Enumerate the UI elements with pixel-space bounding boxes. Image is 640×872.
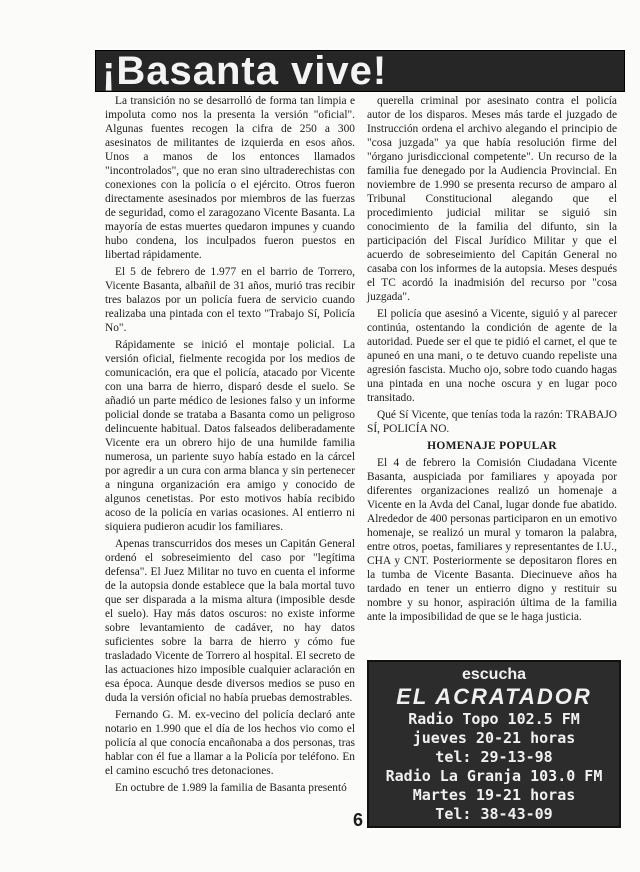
- magazine-page: [95, 50, 625, 850]
- article-paragraph: querella criminal por asesinato contra el policía autor de los disparos. Meses más tarde el juzgado de Instrucción ordena el archivo alegando el principio de "cosa juzgada" ya que había resolución firme del "órgano jurisdiccional competente". Un recurso de la familia fue denegado por la Audiencia Provincial. En noviembre de 1.990 se presenta recurso de amparo al Tribunal Constitucional alegando que el procedimiento judicial militar se siguió sin conocimiento de la familia del difunto, sin la participación del Fiscal Jurídico Militar y que el acuerdo de sobreseimiento del Capitán General no casaba con los informes de la autopsia. Meses después el TC acordó la inadmisión del recurso por "cosa juzgada".: [367, 95, 617, 303]
- article-paragraph: En octubre de 1.989 la familia de Basanta presentó: [115, 782, 347, 794]
- article-paragraph: Qué Sí Vicente, que tenías toda la razón: TRABAJO SÍ, POLICÍA NO.: [367, 409, 617, 435]
- ad-schedule: jueves 20-21 horas: [412, 729, 576, 747]
- article-paragraph: Rápidamente se inició el montaje policial. La versión oficial, fielmente recogida por los medios de comunicación, era que el policía, atacado por Vicente con una barra de hierro, disparó desde el suelo. Se añadió un parte médico de lesiones falso y un informe policial donde se trataba a Basanta como un peligroso delincuente habitual. Datos falseados deliberadamente Vicente era un obrero hijo de una humilde familia numerosa, un pariente suyo había estado en la cárcel por agredir a un cura con arma blanca y sin pertenecer a ninguna organización era amigo y conocido de algunos cenetistas. Por esto motivos había recibido acoso de la policía en varias ocasiones. Al entierro ni siquiera pudieron acudir los familiares.: [105, 339, 355, 533]
- ad-phone: Tel: 38-43-09: [435, 805, 553, 823]
- article-paragraph: La transición no se desarrolló de forma tan limpia e impoluta como nos la presenta la versión "oficial". Algunas fuentes recogen la cifra de 250 a 300 asesinatos de militantes de izquierda en esos años. Unos a manos de los entonces llamados "incontrolados", que no eran sino ultraderechistas con conexiones con la policía o el ejército. Otros fueron directamente asesinados por miembros de las fuerzas de seguridad, como el zaragozano Vicente Basanta. La mayoría de estas muertes quedaron impunes y cuando hubo condena, los inculpados fueron puestos en libertad rápidamente.: [105, 95, 355, 261]
- article-paragraph: El 5 de febrero de 1.977 en el barrio de Torrero, Vicente Basanta, albañil de 31 años, murió tras recibir tres balazos por un policía fuera de servicio cuando realizaba una pintada con el texto "Trabajo Sí, Policía No".: [105, 266, 355, 334]
- left-column: [105, 94, 355, 798]
- right-column: [367, 94, 617, 627]
- ad-brand-logo: EL ACRATADOR: [396, 684, 592, 709]
- article-paragraph: Fernando G. M. ex-vecino del policía declaró ante notario en 1.990 que el día de los hechos vio como el policía al que conocía encañonaba a dos personas, tras hablar con él fue a llamar a la Policía por teléfono. En el camino escuchó tres detonaciones.: [105, 709, 355, 777]
- ad-escucha-label: escucha: [461, 666, 527, 683]
- ad-station: Radio Topo 102.5 FM: [408, 710, 580, 728]
- section-heading: HOMENAJE POPULAR: [427, 440, 557, 452]
- article-paragraph: El policía que asesinó a Vicente, siguió y al parecer continúa, ostentando la condición de agente de la autoridad. Puede ser el que te pidió el carnet, el que te apuneó en una mani, o te detuvo cuando repeliste una agresión fascista. Mucho ojo, sobre todo cuando hagas una pintada en una noche oscura y en lugar poco transitado.: [367, 308, 617, 404]
- article-title: ¡Basanta vive!: [102, 49, 388, 93]
- ad-station: Radio La Granja 103.0 FM: [385, 767, 603, 785]
- ad-phone: tel: 29-13-98: [435, 748, 553, 766]
- radio-advertisement: [367, 660, 621, 828]
- ad-schedule: Martes 19-21 horas: [412, 786, 576, 804]
- article-paragraph: Apenas transcurridos dos meses un Capitán General ordenó el sobreseimiento del caso por "legítima defensa". El Juez Militar no tuvo en cuenta el informe de la autopsia donde establece que la bala mortal tuvo que ser disparada a la misma altura (imposible desde el suelo). Hay más datos oscuros: no existe informe sobre levantamiento de cadáver, no hay datos suficientes sobre la barra de hierro y cómo fue trasladado Vicente de Torrero al hospital. El secreto de las actuaciones hizo imposible cualquier aclaración en esa época. Aunque desde diversos medios se puso en duda la versión oficial no había pruebas demostrables.: [105, 538, 355, 704]
- page-number: 6: [353, 810, 364, 830]
- article-paragraph: El 4 de febrero la Comisión Ciudadana Vicente Basanta, auspiciada por familiares y apoyada por diferentes organizaciones realizó un homenaje a Vicente en la Avda del Canal, lugar donde fue abatido. Alrededor de 400 personas participaron en un emotivo homenaje, se realizó un mural y tomaron la palabra, entre otros, poetas, familiares y representantes de I.U., CHA y CNT. Posteriormente se depositaron flores en la tumba de Vicente Basanta. Diecinueve años ha tardado en tener un entierro digno y restituir su nombre y su honor, aspiración última de la familia ante la imposibilidad de que se le haga justicia.: [367, 457, 617, 623]
- title-banner: [95, 50, 625, 92]
